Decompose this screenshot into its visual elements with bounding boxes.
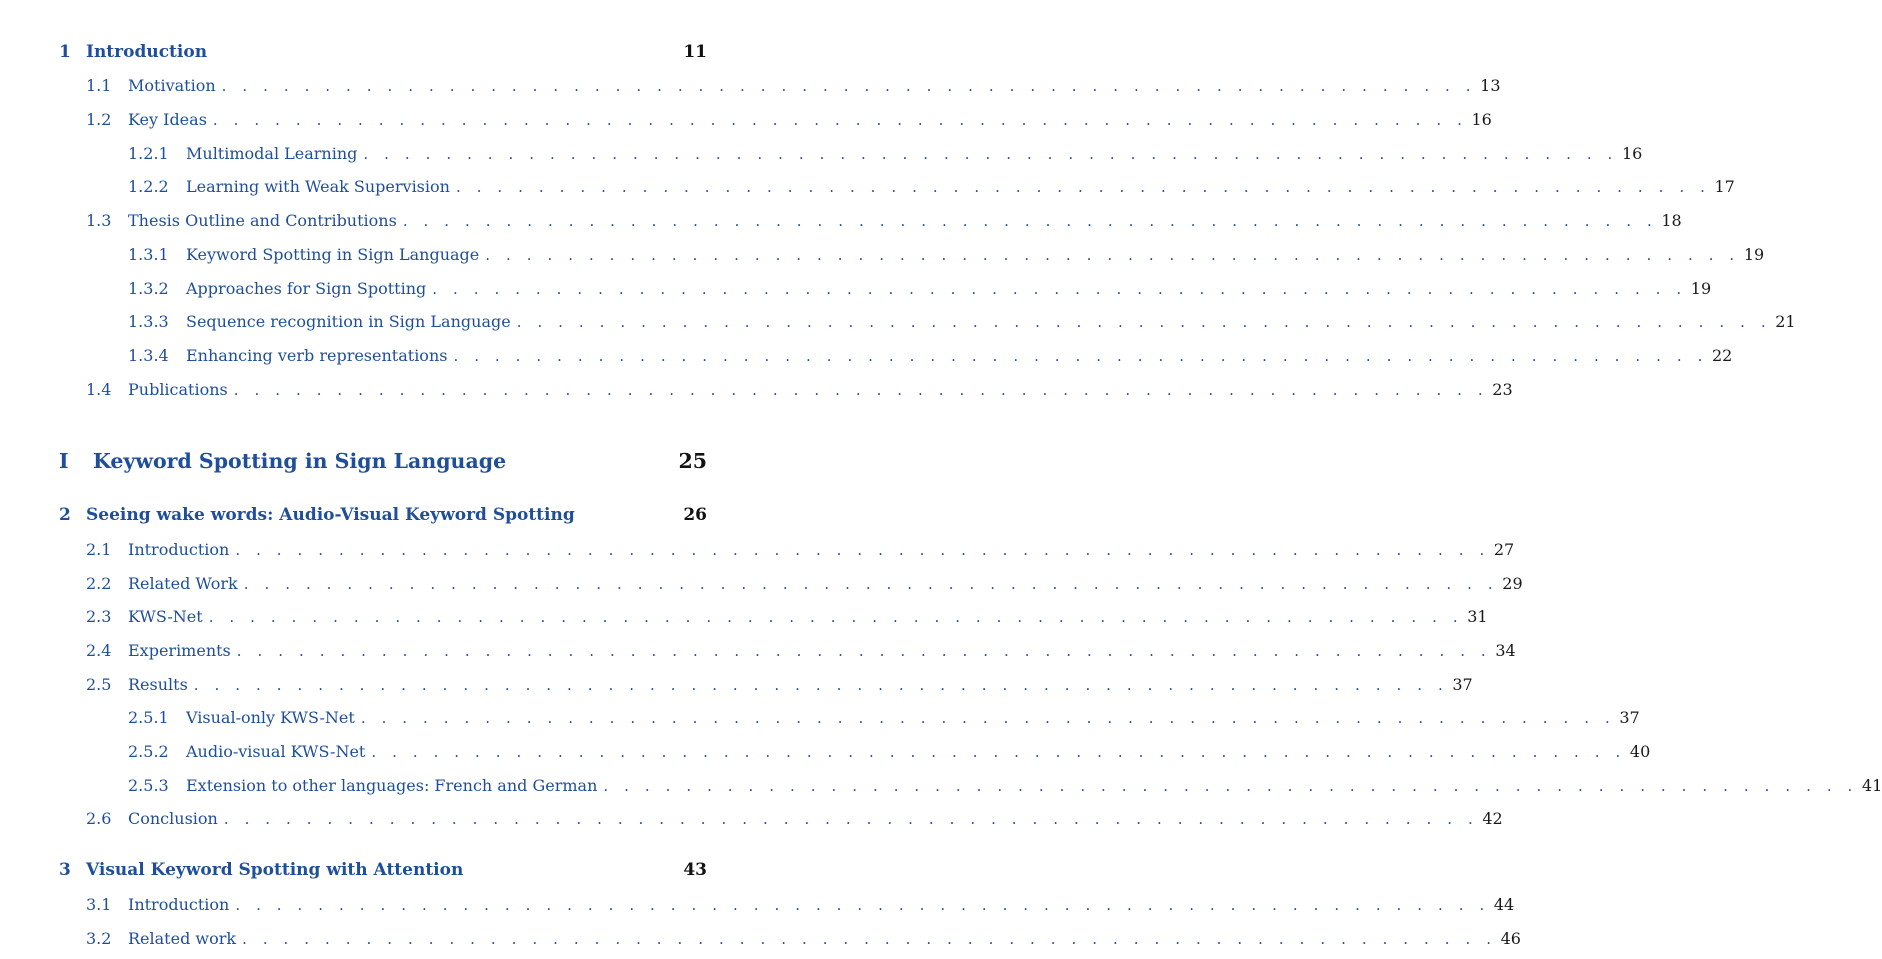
toc-number: 1.2.2 <box>128 177 169 196</box>
toc-title: Introduction <box>86 42 208 62</box>
toc-section-3-1[interactable] <box>86 895 1515 914</box>
toc-section-1-1[interactable] <box>86 76 1501 95</box>
dot-leader: . . . . . . . . . . . . . . . . . . . . . . . . . . . . . . . . . . . . . . . . . . . . . . . . . . . . . . . . . . . . . <box>235 541 1490 559</box>
toc-number: 1.3.4 <box>128 346 169 365</box>
toc-page-number: 23 <box>1492 380 1513 399</box>
dot-leader: . . . . . . . . . . . . . . . . . . . . . . . . . . . . . . . . . . . . . . . . . . . . . . . . . . . . . . . . . . . . . <box>516 313 1772 331</box>
toc-page-number: 44 <box>1493 895 1515 914</box>
toc-number: 2.3 <box>86 607 112 626</box>
toc-page-number: 19 <box>1743 245 1765 264</box>
dot-leader: . . . . . . . . . . . . . . . . . . . . . . . . . . . . . . . . . . . . . . . . . . . . . . . . . . . . . . . . . . . . . <box>432 280 1687 298</box>
toc-number: 2.6 <box>86 809 112 828</box>
toc-subsection-1-2-1[interactable] <box>128 144 1643 163</box>
toc-number: I <box>59 449 69 473</box>
toc-page-number: 18 <box>1661 211 1682 230</box>
toc-subsection-2-5-3[interactable] <box>128 776 1882 795</box>
dot-leader: . . . . . . . . . . . . . . . . . . . . . . . . . . . . . . . . . . . . . . . . . . . . . . . . . . . . . . . . . . . . . <box>453 347 1708 365</box>
toc-section-2-3[interactable] <box>86 607 1488 626</box>
toc-number: 2.5.2 <box>128 742 169 761</box>
toc-page-number: 16 <box>1621 144 1643 163</box>
toc-subsection-1-3-1[interactable] <box>128 245 1765 264</box>
toc-section-2-1[interactable] <box>86 540 1515 559</box>
toc-page-number: 46 <box>1500 929 1521 948</box>
toc-title: Visual-only KWS-Net <box>186 708 355 727</box>
toc-title: Keyword Spotting in Sign Language <box>93 449 507 473</box>
toc-title: Conclusion <box>128 809 218 828</box>
toc-page-number: 26 <box>683 505 707 525</box>
dot-leader: . . . . . . . . . . . . . . . . . . . . . . . . . . . . . . . . . . . . . . . . . . . . . . . . . . . . . . . . . . . . . <box>243 575 1499 593</box>
toc-title: Seeing wake words: Audio-Visual Keyword Spotting <box>86 505 575 525</box>
toc-page-number: 40 <box>1629 742 1651 761</box>
toc-page-number: 29 <box>1502 574 1523 593</box>
toc-title: Motivation <box>128 76 216 95</box>
toc-section-3-2[interactable] <box>86 929 1521 948</box>
toc-title: Related Work <box>128 574 238 593</box>
dot-leader: . . . . . . . . . . . . . . . . . . . . . . . . . . . . . . . . . . . . . . . . . . . . . . . . . . . . . . . . . . . . . <box>485 246 1740 264</box>
toc-page-number: 41 <box>1861 776 1882 795</box>
dot-leader: . . . . . . . . . . . . . . . . . . . . . . . . . . . . . . . . . . . . . . . . . . . . . . . . . . . . . . . . . . . . . <box>221 77 1477 95</box>
toc-page-number: 25 <box>678 449 707 473</box>
toc-number: 3.1 <box>86 895 112 914</box>
toc-number: 1.2 <box>86 110 112 129</box>
toc-page-number: 19 <box>1690 279 1712 298</box>
toc-number: 2.1 <box>86 540 112 559</box>
toc-number: 1.3.2 <box>128 279 169 298</box>
toc-section-2-2[interactable] <box>86 574 1523 593</box>
toc-subsection-1-3-2[interactable] <box>128 279 1712 298</box>
toc-section-1-4[interactable] <box>86 380 1513 399</box>
toc-title: KWS-Net <box>128 607 203 626</box>
dot-leader: . . . . . . . . . . . . . . . . . . . . . . . . . . . . . . . . . . . . . . . . . . . . . . . . . . . . . . . . . . . . . <box>603 777 1858 795</box>
toc-part-I[interactable] <box>59 449 707 473</box>
toc-title: Introduction <box>128 540 230 559</box>
toc-number: 2.5.3 <box>128 776 169 795</box>
toc-chapter-3[interactable] <box>59 860 707 880</box>
toc-title: Keyword Spotting in Sign Language <box>186 245 480 264</box>
toc-section-1-2[interactable] <box>86 110 1492 129</box>
toc-page-number: 11 <box>683 42 707 62</box>
toc-number: 3 <box>59 860 71 880</box>
toc-number: 1.3.3 <box>128 312 169 331</box>
toc-number: 2 <box>59 505 71 525</box>
toc-number: 3.2 <box>86 929 112 948</box>
toc-section-2-4[interactable] <box>86 641 1516 660</box>
toc-chapter-1[interactable] <box>59 42 707 62</box>
toc-title: Experiments <box>128 641 231 660</box>
toc-page-number: 31 <box>1467 607 1488 626</box>
dot-leader: . . . . . . . . . . . . . . . . . . . . . . . . . . . . . . . . . . . . . . . . . . . . . . . . . . . . . . . . . . . . . <box>208 608 1464 626</box>
toc-subsection-2-5-2[interactable] <box>128 742 1651 761</box>
dot-leader: . . . . . . . . . . . . . . . . . . . . . . . . . . . . . . . . . . . . . . . . . . . . . . . . . . . . . . . . . . . . . <box>212 111 1468 129</box>
toc-section-2-5[interactable] <box>86 675 1473 694</box>
toc-title: Multimodal Learning <box>186 144 358 163</box>
toc-page-number: 37 <box>1619 708 1640 727</box>
dot-leader: . . . . . . . . . . . . . . . . . . . . . . . . . . . . . . . . . . . . . . . . . . . . . . . . . . . . . . . . . . . . . <box>455 178 1711 196</box>
dot-leader: . . . . . . . . . . . . . . . . . . . . . . . . . . . . . . . . . . . . . . . . . . . . . . . . . . . . . . . . . . . . . <box>360 709 1616 727</box>
toc-number: 1.4 <box>86 380 112 399</box>
toc-title: Related work <box>128 929 237 948</box>
toc-number: 2.2 <box>86 574 112 593</box>
dot-leader: . . . . . . . . . . . . . . . . . . . . . . . . . . . . . . . . . . . . . . . . . . . . . . . . . . . . . . . . . . . . . <box>402 212 1658 230</box>
toc-title: Enhancing verb representations <box>186 346 448 365</box>
toc-page-number: 16 <box>1471 110 1492 129</box>
toc-section-1-3[interactable] <box>86 211 1682 230</box>
toc-title: Extension to other languages: French and German <box>186 776 598 795</box>
toc-number: 2.4 <box>86 641 112 660</box>
toc-number: 1 <box>59 42 71 62</box>
toc-page-number: 34 <box>1495 641 1516 660</box>
toc-title: Sequence recognition in Sign Language <box>186 312 511 331</box>
toc-title: Learning with Weak Supervision <box>186 177 450 196</box>
toc-subsection-1-3-4[interactable] <box>128 346 1733 365</box>
toc-page-number: 17 <box>1714 177 1735 196</box>
dot-leader: . . . . . . . . . . . . . . . . . . . . . . . . . . . . . . . . . . . . . . . . . . . . . . . . . . . . . . . . . . . . . <box>235 896 1490 914</box>
toc-number: 1.3 <box>86 211 112 230</box>
toc-title: Results <box>128 675 188 694</box>
toc-chapter-2[interactable] <box>59 505 707 525</box>
toc-page-number: 43 <box>683 860 707 880</box>
dot-leader: . . . . . . . . . . . . . . . . . . . . . . . . . . . . . . . . . . . . . . . . . . . . . . . . . . . . . . . . . . . . . <box>242 930 1497 948</box>
dot-leader: . . . . . . . . . . . . . . . . . . . . . . . . . . . . . . . . . . . . . . . . . . . . . . . . . . . . . . . . . . . . . <box>193 676 1449 694</box>
toc-number: 2.5 <box>86 675 112 694</box>
toc-number: 1.3.1 <box>128 245 169 264</box>
toc-title: Audio-visual KWS-Net <box>186 742 366 761</box>
toc-title: Visual Keyword Spotting with Attention <box>86 860 464 880</box>
toc-page-number: 37 <box>1452 675 1473 694</box>
toc-page-number: 27 <box>1493 540 1515 559</box>
toc-number: 1.1 <box>86 76 112 95</box>
toc-page-number: 22 <box>1712 346 1733 365</box>
toc-title: Key Ideas <box>128 110 207 129</box>
dot-leader: . . . . . . . . . . . . . . . . . . . . . . . . . . . . . . . . . . . . . . . . . . . . . . . . . . . . . . . . . . . . . <box>363 145 1618 163</box>
dot-leader: . . . . . . . . . . . . . . . . . . . . . . . . . . . . . . . . . . . . . . . . . . . . . . . . . . . . . . . . . . . . . <box>223 810 1479 828</box>
toc-page-number: 21 <box>1775 312 1796 331</box>
toc-section-2-6[interactable] <box>86 809 1503 828</box>
dot-leader: . . . . . . . . . . . . . . . . . . . . . . . . . . . . . . . . . . . . . . . . . . . . . . . . . . . . . . . . . . . . . <box>236 642 1492 660</box>
toc-number: 2.5.1 <box>128 708 169 727</box>
toc-subsection-1-2-2[interactable] <box>128 177 1735 196</box>
toc-title: Approaches for Sign Spotting <box>186 279 427 298</box>
dot-leader: . . . . . . . . . . . . . . . . . . . . . . . . . . . . . . . . . . . . . . . . . . . . . . . . . . . . . . . . . . . . . <box>371 743 1626 761</box>
toc-subsection-2-5-1[interactable] <box>128 708 1640 727</box>
toc-title: Publications <box>128 380 228 399</box>
toc-title: Introduction <box>128 895 230 914</box>
toc-title: Thesis Outline and Contributions <box>128 211 397 230</box>
toc-page-number: 42 <box>1482 809 1503 828</box>
dot-leader: . . . . . . . . . . . . . . . . . . . . . . . . . . . . . . . . . . . . . . . . . . . . . . . . . . . . . . . . . . . . . <box>233 381 1489 399</box>
toc-number: 1.2.1 <box>128 144 169 163</box>
toc-page-number: 13 <box>1480 76 1501 95</box>
toc-subsection-1-3-3[interactable] <box>128 312 1796 331</box>
